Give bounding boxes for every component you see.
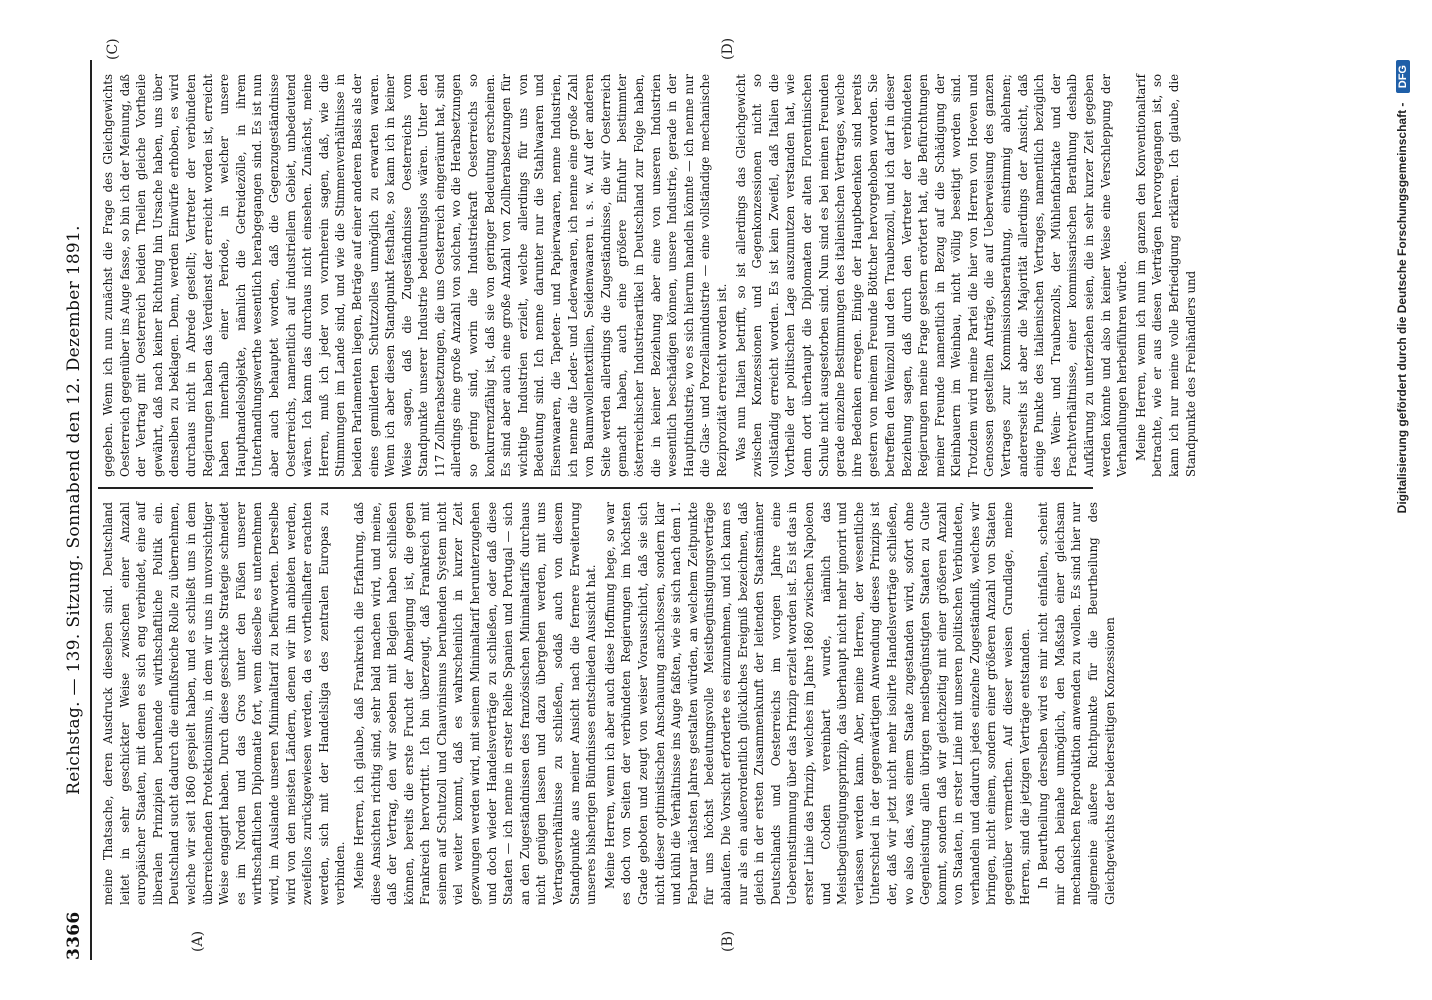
dfg-logo [1396, 60, 1410, 93]
column-divider [98, 487, 1093, 489]
margin-mark-d: (D) [720, 37, 736, 60]
paragraph: In Beurtheilung derselben wird es mir nicht einfallen, scheint mir doch beinahe unmöglich, den Maßstab einer gleichsam mechanischen Reproduktion anwenden zu wollen. Es sind hier nur allgemeine äußere Richtpunkte für die Beurtheilung des Gleichgewichts der beiderseitigen Konzessionen [1036, 502, 1117, 905]
margin-mark-a: (A) [190, 930, 206, 952]
running-title: Reichstag. — 139. Sitzung. Sonnabend den 12. Dezember 1891. [64, 225, 84, 795]
text-column-left [100, 502, 1117, 905]
paragraph: Was nun Italien betrifft, so ist allerdings das Gleichgewicht zwischen Konzessionen und Gegenkonzessionen nicht so vollständig erreicht worden. Es ist kein Zweifel, daß Italien die Vortheile der politischen Lage auszunutzen verstanden hat, wie denn dort überhaupt die Diplomaten der alten Florentinischen Schule nicht ausgestorben sind. Nun sind es bei meinen Freunden gerade einzelne Bestimmungen des italienischen Vertrages, welche ihre Bedenken erregen. Einige der Hauptbedenken sind bereits gestern von meinem Freunde Böttcher hervorgehoben worden. Sie betreffen den Weinzoll und den Traubenzoll, und ich darf in dieser Beziehung sagen, daß durch den Vertreter der verbündeten Regierungen meine Frage gestern erörtert hat, die Befürchtungen meiner Freunde namentlich in Bezug auf die Schädigung der Kleinbauern im Weinbau, nicht völlig beseitigt worden sind. Trotzdem wird meine Partei die hier von Herren von Hoeven und Genossen gestellten Anträge, die auf Ueberweisung des ganzen Vertrages zur Kommissionsberathung, einstimmig ablehnen; andererseits ist aber die Majorität allerdings der Ansicht, daß einige Punkte des italienischen Vertrages, namentlich bezüglich des Wein- und Traubenzolls, der Mühlenfabrikate und der Frachtverhältnisse, einer kommissarischen Berathung deshalb Aufklärung zu unterziehen seien, die in sehr kurzer Zeit gegeben werden könnte und also in keiner Weise eine Verschleppung der Verhandlungen herbeiführen würde. [733, 74, 1130, 477]
paragraph: Meine Herren, wenn ich nun im ganzen den Konventionaltarif betrachte, wie er aus diesen Verträgen hervorgegangen ist, so kann ich nur meine volle Befriedigung erklären. Ich glaube, die Standpunkte des Freihändlers und [1133, 74, 1198, 477]
page-number: 3366 [64, 911, 84, 960]
paragraph: meine Thatsache, deren Ausdruck dieselben sind. Deutschland leitet in sehr geschickter Weise zwischen einer Anzahl europäischer Staaten, mit denen es sich eng verbindet, eine auf liberalen Prinzipien beruhende wirthschaftliche Politik ein. Deutschland sucht dadurch die einflußreiche Rolle zu übernehmen, welche wir seit 1860 gespielt haben, und es schließt uns in dem überreichenden Protektionismus, in dem wir uns in unvorsichtiger Weise engagirt haben. Durch diese geschickte Strategie schneidet es im Norden und das Gros unter den Füßen unserer wirthschaftlichen Diplomatie fort, wenn dieselbe es unternehmen wird, im Auslande unseren Minimaltarif zu befürworten. Derselbe wird von den meisten Ländern, denen wir ihn anbieten werden, zweifellos zurückgewiesen werden, da es vortheilhafter erachten werden, sich mit der Handelsliga des zentralen Europas zu verbinden. [101, 502, 348, 905]
paragraph: gegeben. Wenn ich nun zunächst die Frage des Gleichgewichts Oesterreich gegenüber ins Auge fasse, so bin ich der Meinung, daß der Vertrag mit Oesterreich beiden Theilen gleiche Vortheile gewährt, daß nach keiner Richtung hin Ursache haben, uns über denselben zu beklagen. Denn, werden Einwürfe erhoben, es wird durchaus nicht in Abrede gestellt; Vertreter der verbündeten Regierungen haben das Verdienst der erreicht worden ist, erreicht haben innerhalb einer Periode, in welcher unsere Haupthandelsobjekte, nämlich die Getreidezölle, in ihrem Unterhandlungswerthe wesentlich herabgegangen sind. Es ist nun aber auch behauptet worden, daß die Gegenzugeständnisse Oesterreichs, namentlich auf industriellem Gebiet, unbedeutend wären. Ich kann das durchaus nicht einsehen. Zunächst, meine Herren, muß ich jeder von vornherein sagen, daß, wie die Stimmungen im Lande sind, und wie die Stimmenverhältnisse in beiden Parlamenten liegen, Beträge auf einer anderen Basis als der eines gemilderten Schutzzolles unmöglich zu erwarten waren. Wenn ich aber diesen Standpunkt festhalte, so kann ich in keiner Weise sagen, daß die Zugeständnisse Oesterreichs vom Standpunkte unserer Industrie bedeutungslos wären. Unter den 117 Zollherabsetzungen, die uns Oesterreich eingeräumt hat, sind allerdings eine große Anzahl von solchen, wo die Herabsetzungen so gering sind, worin die Industriekraft Oesterreichs so konkurrenzfähig ist, daß sie von geringer Bedeutung erscheinen. Es sind aber auch eine große Anzahl von Zollherabsetzungen für wichtige Industrien erzielt, welche allerdings für uns von Bedeutung sind. Ich nenne darunter nur die Stahlwaaren und Eisenwaaren, die Tapeten- und Papierwaaren, nenne Industrien, ich nenne die Leder- und Lederwaaren, ich nenne eine große Zahl von Baumwollentextilien, Seidenwaaren u. s. w. Auf der anderen Seite werden allerdings die Zugeständnisse, die wir Oesterreich gemacht haben, auch eine größere Einfuhr bestimmter österreichischer Industrieartikel in Deutschland zur Folge haben, die in keiner Beziehung aber eine von unseren Industrien wesentlich beschädigen können, unsere Industrie, gerade in der Hauptindustrie, wo es sich hierum handeln könnte — ich nenne nur die Glas- und Porzellanindustrie — eine vollständige mechanische Reziprozität erreicht worden ist. [101, 74, 729, 477]
margin-mark-b: (B) [720, 930, 736, 952]
credit-text: Digitalisierung gefördert durch die Deutsche Forschungsgemeinschaft - [1395, 102, 1409, 514]
page-header [62, 60, 92, 960]
paragraph: Meine Herren, wenn ich aber auch diese Hoffnung hege, so war es doch von Seiten der verbündeten Regierungen im höchsten Grade geboten und zeugt von weiser Vorausschicht, daß sie sich nicht dieser optimistischen Anschauung anschlossen, sondern klar und kühl die Verhältnisse ins Auge faßten, wie sie sich nach dem 1. Februar nächsten Jahres gestalten würden, an welchem Zeitpunkte für uns höchst bedeutungsvolle Meistbegünstigungsverträge ablaufen. Die Vorsicht erforderte es einzunehmen, und ich kann es nur als ein außerordentlich glückliches Ereigniß bezeichnen, daß gleich in der ersten Zusammenkunft der leitenden Staatsmänner Deutschlands und Oesterreichs im vorigen Jahre eine Uebereinstimmung über das Prinzip erzielt worden ist. Es ist das in erster Linie das Prinzip, welches im Jahre 1860 zwischen Napoleon und Cobden vereinbart wurde, nämlich das Meistbegünstigungsprinzip, das überhaupt nicht mehr ignorirt und verlassen werden kann. Aber, meine Herren, der wesentliche Unterschied in der gegenwärtigen Anwendung dieses Prinzips ist der, daß wir jetzt nicht mehr isolirte Handelsverträge schließen, wo also das, was einem Staate zugestanden wird, sofort ohne Gegenleistung allen übrigen meistbegünstigten Staaten zu Gute kommt, sondern daß wir gleichzeitig mit einer größeren Anzahl von Staaten, in erster Linie mit unseren politischen Verbündeten, verhandeln und dadurch jedes einzelne Zugeständniß, welches wir bringen, nicht einem, sondern einer größeren Anzahl von Staaten gegenüber vermerthen. Auf dieser weisen Grundlage, meine Herren, sind die jetzigen Verträge entstanden. [602, 502, 1032, 905]
margin-mark-c: (C) [105, 38, 121, 60]
dfg-logo-text: DFG [1397, 65, 1409, 89]
text-column-right [100, 74, 1198, 477]
digitization-credit [1395, 60, 1410, 940]
paragraph: Meine Herren, ich glaube, daß Frankreich die Erfahrung, daß diese Ansichten richtig sind, sehr bald machen wird, und meine, daß der Vertrag, den wir soeben mit Belgien haben schließen können, bereits die erste Frucht der Abneigung ist, die gegen Frankreich hervortritt. Ich bin überzeugt, daß Frankreich mit seinem auf Schutzoll und Chauvinismus beruhenden System nicht viel weiter kommt, daß es wahrscheinlich in kurzer Zeit gezwungen werden wird, mit seinem Minimaltarif herunterzugehen und doch wieder Handelsverträge zu schließen, oder daß diese Staaten — ich nenne in erster Reihe Spanien und Portugal — sich an den Zugeständnissen des französischen Minimaltarifs durchaus nicht genügen lassen und dazu übergehen werden, mit uns Vertragsverhältnisse zu schließen, sodaß auch von diesem Standpunkte aus meiner Ansicht nach die fernere Erweiterung unseres bisherigen Bündnisses entschieden Aussicht hat. [351, 502, 599, 905]
